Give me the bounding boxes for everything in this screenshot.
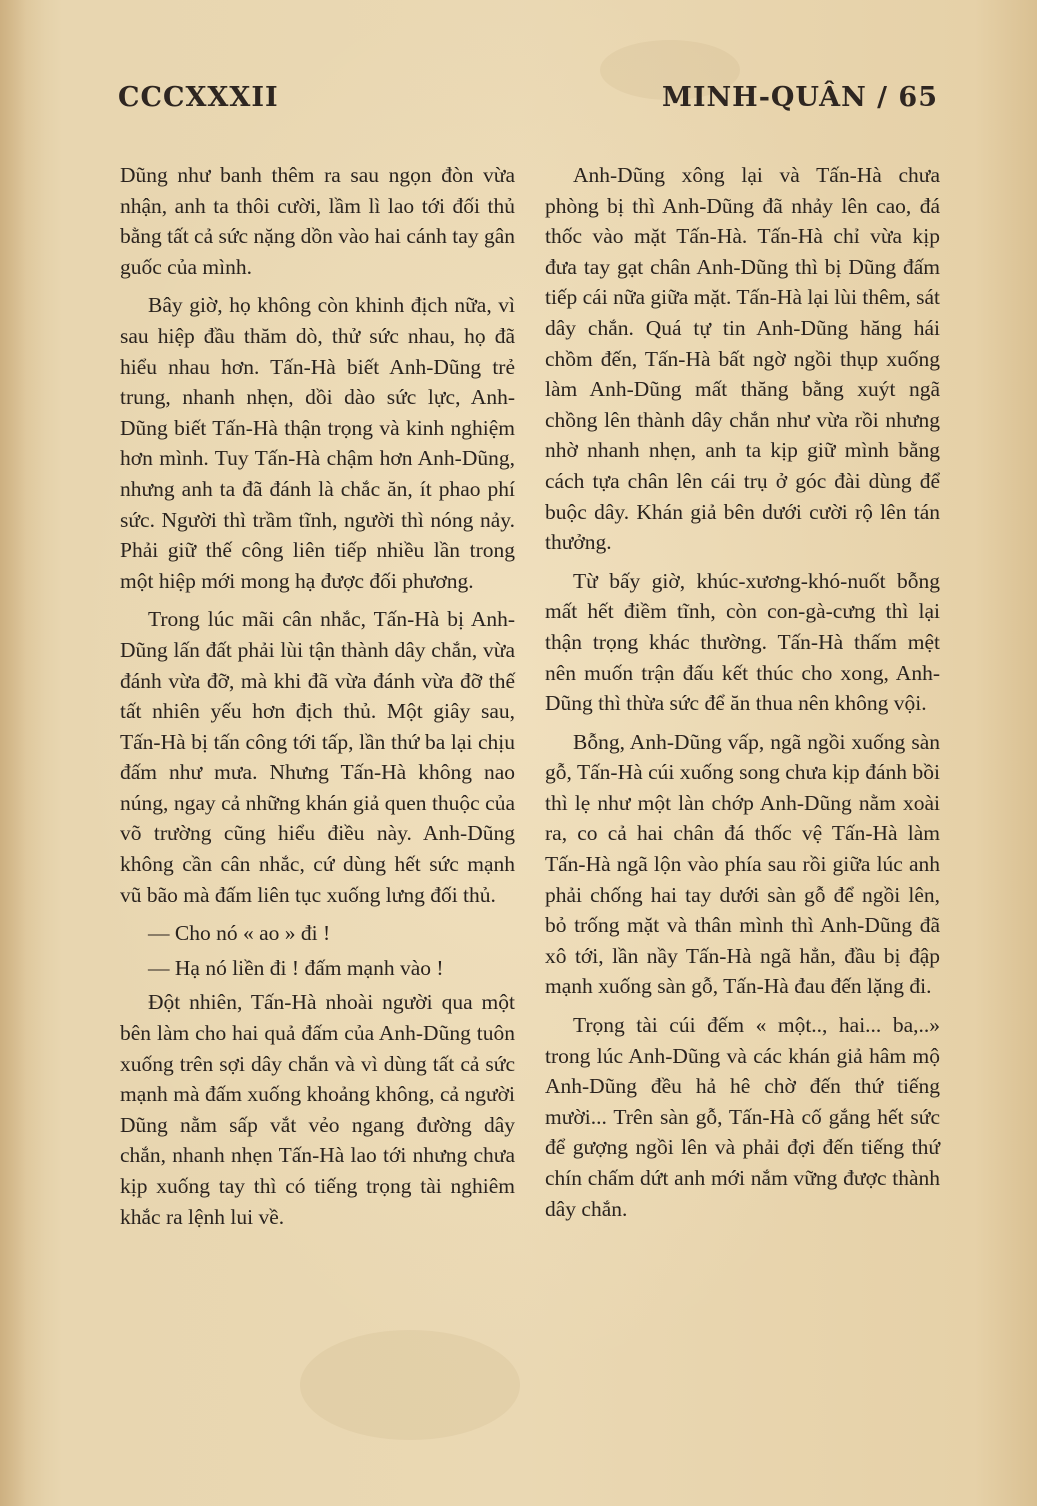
page-edge-shadow: [0, 0, 44, 1506]
paragraph: Đột nhiên, Tấn-Hà nhoài người qua một bên làm cho hai quả đấm của Anh-Dũng tuôn xuống trên sợi dây chắn và vì dùng tất cả sức mạnh mà đấm xuống khoảng không, cả người Dũng nằm sấp vắt vẻo ngang đường dây chắn, nhanh nhẹn Tấn-Hà lao tới nhưng chưa kịp xuống tay thì có tiếng trọng tài nghiêm khắc ra lệnh lui về.: [120, 990, 515, 1229]
right-column: [545, 160, 940, 1232]
paragraph: Dũng như banh thêm ra sau ngọn đòn vừa nhận, anh ta thôi cười, lầm lì lao tới đối thủ bằng tất cả sức nặng dồn vào hai cánh tay gân guốc của mình.: [120, 163, 515, 279]
paragraph: Bây giờ, họ không còn khinh địch nữa, vì sau hiệp đầu thăm dò, thử sức nhau, họ đã hiểu nhau hơn. Tấn-Hà biết Anh-Dũng trẻ trung, nhanh nhẹn, dồi dào sức lực, Anh-Dũng biết Tấn-Hà thận trọng và kinh nghiệm hơn mình. Tuy Tấn-Hà chậm hơn Anh-Dũng, nhưng anh ta đã đánh là chắc ăn, ít phao phí sức. Người thì trầm tĩnh, người thì nóng nảy. Phải giữ thế công liên tiếp nhiều lần trong một hiệp mới mong hạ được đối phương.: [120, 293, 515, 593]
left-column: [120, 160, 515, 1240]
paragraph: Anh-Dũng xông lại và Tấn-Hà chưa phòng bị thì Anh-Dũng đã nhảy lên cao, đá thốc vào mặt Tấn-Hà. Tấn-Hà chỉ vừa kịp đưa tay gạt chân Anh-Dũng thì bị Dũng đấm tiếp cái nữa giữa mặt. Tấn-Hà lại lùi thêm, sát dây chắn. Quá tự tin Anh-Dũng hăng hái chồm đến, Tấn-Hà bất ngờ ngồi thụp xuống làm Anh-Dũng mất thăng bằng xuýt ngã chồng lên thành dây chắn như vừa rồi nhưng nhờ nhanh nhẹn, anh ta kịp giữ mình bằng cách tựa chân lên cái trụ ở góc đài dùng để buộc dây. Khán giả bên dưới cười rộ lên tán thưởng.: [545, 163, 940, 555]
header-issue-number: CCCXXXII: [118, 82, 279, 113]
paragraph: Bỗng, Anh-Dũng vấp, ngã ngồi xuống sàn gỗ, Tấn-Hà cúi xuống song chưa kịp đánh bồi thì lẹ như một làn chớp Anh-Dũng nằm xoài ra, co cả hai chân đá thốc vệ Tấn-Hà làm Tấn-Hà ngã lộn vào phía sau rồi giữa lúc anh phải chống hai tay dưới sàn gỗ để ngồi lên, bỏ trống mặt và thân mình thì Anh-Dũng đã xô tới, lần nầy Tấn-Hà ngã hẳn, đầu bị đập mạnh xuống sàn gỗ, Tấn-Hà đau đến lặng đi.: [545, 729, 940, 999]
running-header: [118, 82, 938, 122]
dialogue-line: — Cho nó « ao » đi !: [148, 921, 331, 946]
header-page-title: MINH-QUÂN / 65: [661, 82, 938, 113]
paragraph: Trong lúc mãi cân nhắc, Tấn-Hà bị Anh-Dũng lấn đất phải lùi tận thành dây chắn, vừa đánh vừa đỡ, mà khi đã vừa đánh vừa đỡ thế tất nhiên yếu hơn địch thủ. Một giây sau, Tấn-Hà bị tấn công tới tấp, lần thứ ba lại chịu đấm như mưa. Nhưng Tấn-Hà không nao núng, ngay cả những khán giả quen thuộc của võ trường cũng hiểu điều này. Anh-Dũng không cần cân nhắc, cứ dùng hết sức mạnh vũ bão mà đấm liên tục xuống lưng đối thủ.: [120, 607, 515, 907]
dialogue-line: — Hạ nó liền đi ! đấm mạnh vào !: [148, 955, 444, 980]
paragraph: Trọng tài cúi đếm « một.., hai... ba,..» trong lúc Anh-Dũng và các khán giả hâm mộ Anh-Dũng đều hả hê chờ đến thứ tiếng mười... Trên sàn gỗ, Tấn-Hà cố gắng hết sức để gượng ngồi lên và phải đợi đến tiếng thứ chín chấm dứt anh mới nắm vững được thành dây chắn.: [545, 1013, 940, 1221]
paper-stain: [300, 1330, 520, 1440]
paragraph: Từ bấy giờ, khúc-xương-khó-nuốt bỗng mất hết điềm tĩnh, còn con-gà-cưng thì lại thận trọng khác thường. Tấn-Hà thấm mệt nên muốn trận đấu kết thúc cho xong, Anh-Dũng thì thừa sức để ăn thua nên không vội.: [545, 568, 940, 716]
